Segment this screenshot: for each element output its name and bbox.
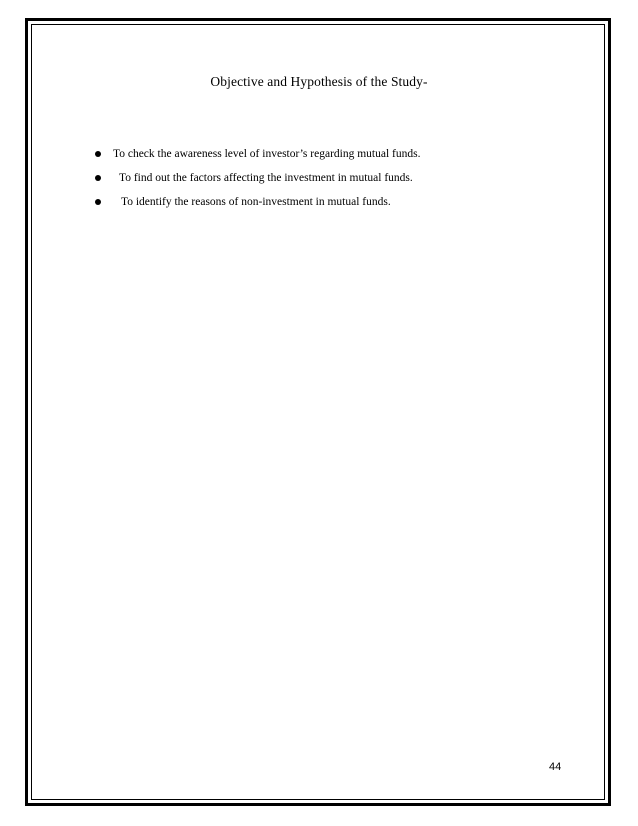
bullet-icon [95, 175, 101, 181]
page-border-inner [31, 24, 605, 800]
page-number: 44 [549, 761, 562, 773]
objective-text: To find out the factors affecting the investment in mutual funds. [119, 172, 413, 184]
bullet-icon [95, 151, 101, 157]
section-heading: Objective and Hypothesis of the Study- [210, 74, 428, 89]
bullet-icon [95, 199, 101, 205]
objective-text: To check the awareness level of investor’s regarding mutual funds. [113, 148, 421, 160]
objective-text: To identify the reasons of non-investment in mutual funds. [121, 196, 391, 208]
